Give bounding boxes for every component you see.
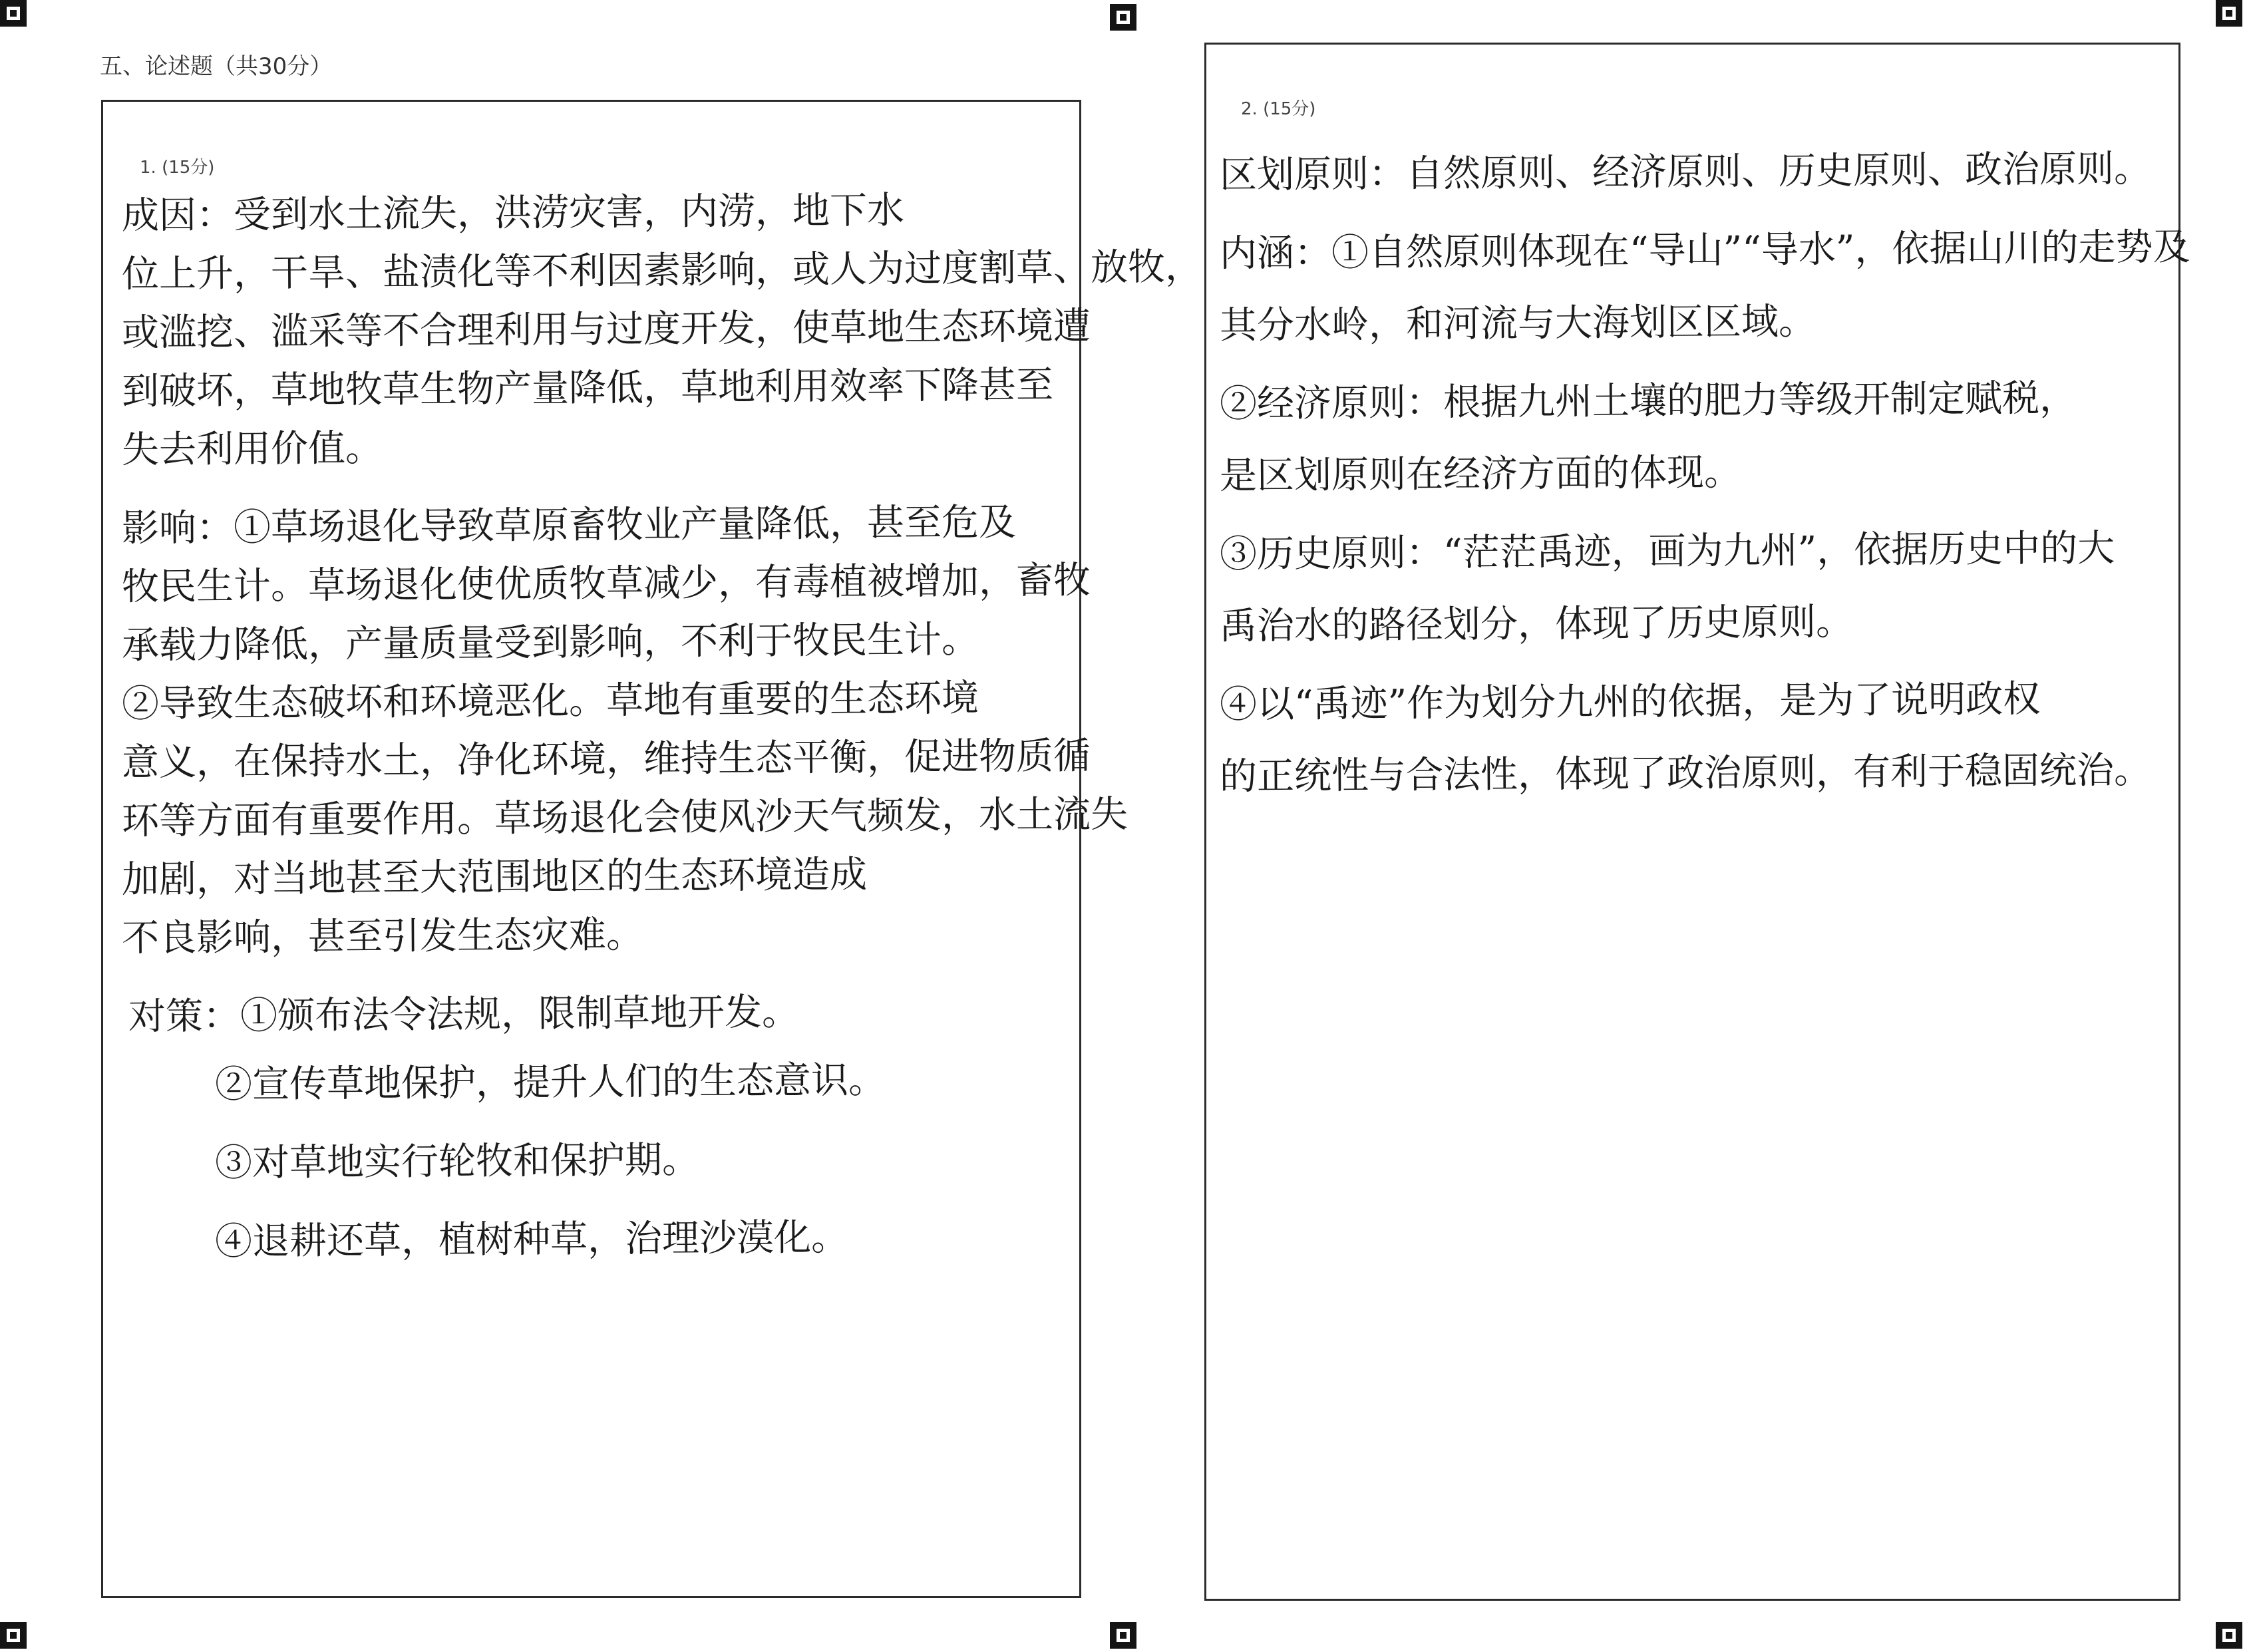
answer-line: 失去利用价值。 bbox=[121, 426, 383, 472]
answer-line: ④以“禹迹”作为划分九州的依据，是为了说明政权 bbox=[1219, 677, 2041, 727]
answer-line: 加剧，对当地甚至大范围地区的生态环境造成 bbox=[121, 853, 868, 902]
answer-line: 意义，在保持水土，净化环境，维持生态平衡，促进物质循 bbox=[121, 734, 1091, 784]
answer-line: ②宣传草地保护，提升人们的生态意识。 bbox=[214, 1058, 886, 1107]
answer-box-question-1 bbox=[101, 100, 1203, 1598]
answer-line: 不良影响，甚至引发生态灾难。 bbox=[121, 913, 644, 960]
answer-line: ②经济原则：根据九州土壤的肥力等级开制定赋税， bbox=[1219, 377, 2077, 426]
answer-line: 牧民生计。草场退化使优质牧草减少，有毒植被增加，畜牧 bbox=[121, 558, 1091, 609]
registration-marker-bottom-center bbox=[1110, 1622, 1136, 1649]
registration-marker-bottom-left bbox=[0, 1622, 27, 1649]
answer-line: 内涵：①自然原则体现在“导山”“导水”，依据山川的走势及 bbox=[1219, 225, 2190, 275]
registration-marker-bottom-right bbox=[2216, 1622, 2242, 1649]
question-2-label: 2. (15分) bbox=[1241, 99, 1316, 119]
answer-line: 位上升，干旱、盐渍化等不利因素影响，或人为过度割草、放牧， bbox=[121, 245, 1203, 296]
answer-line: 禹治水的路径划分，体现了历史原则。 bbox=[1219, 600, 1854, 648]
question-1-answer bbox=[122, 187, 1202, 1282]
answer-line: 影响：①草场退化导致草原畜牧业产量降低，甚至危及 bbox=[121, 500, 1017, 550]
answer-line: ③历史原则：“茫茫禹迹，画为九州”，依据历史中的大 bbox=[1219, 526, 2115, 576]
question-2-answer bbox=[1220, 136, 2190, 816]
answer-line: 其分水岭，和河流与大海划区区域。 bbox=[1219, 299, 1816, 347]
answer-line: ③对草地实行轮牧和保护期。 bbox=[214, 1138, 700, 1186]
answer-line: 环等方面有重要作用。草场退化会使风沙天气频发，水土流失 bbox=[121, 792, 1128, 843]
answer-line: 区划原则：自然原则、经济原则、历史原则、政治原则。 bbox=[1219, 147, 2152, 197]
answer-line: 是区划原则在经济方面的体现。 bbox=[1219, 450, 1742, 498]
section-title: 五、论述题（共30分） bbox=[100, 53, 333, 80]
answer-line: ②导致生态破坏和环境恶化。草地有重要的生态环境 bbox=[121, 677, 979, 726]
question-1-label: 1. (15分) bbox=[140, 158, 215, 178]
registration-marker-top-left bbox=[0, 0, 27, 27]
answer-line: 成因：受到水土流失，洪涝灾害，内涝，地下水 bbox=[121, 188, 905, 238]
answer-line: 对策：①颁布法令法规，限制草地开发。 bbox=[128, 990, 800, 1039]
answer-line: 的正统性与合法性，体现了政治原则，有利于稳固统治。 bbox=[1219, 748, 2152, 798]
registration-marker-top-center bbox=[1110, 4, 1136, 31]
answer-line: 到破坏，草地牧草生物产量降低，草地利用效率下降甚至 bbox=[121, 363, 1054, 413]
answer-line: 承载力降低，产量质量受到影响，不利于牧民生计。 bbox=[121, 618, 979, 667]
registration-marker-top-right bbox=[2216, 0, 2242, 27]
answer-line: 或滥挖、滥采等不合理利用与过度开发，使草地生态环境遭 bbox=[121, 304, 1091, 355]
answer-box-question-2 bbox=[1204, 43, 2190, 1601]
answer-line: ④退耕还草，植树种草，治理沙漠化。 bbox=[214, 1216, 849, 1264]
